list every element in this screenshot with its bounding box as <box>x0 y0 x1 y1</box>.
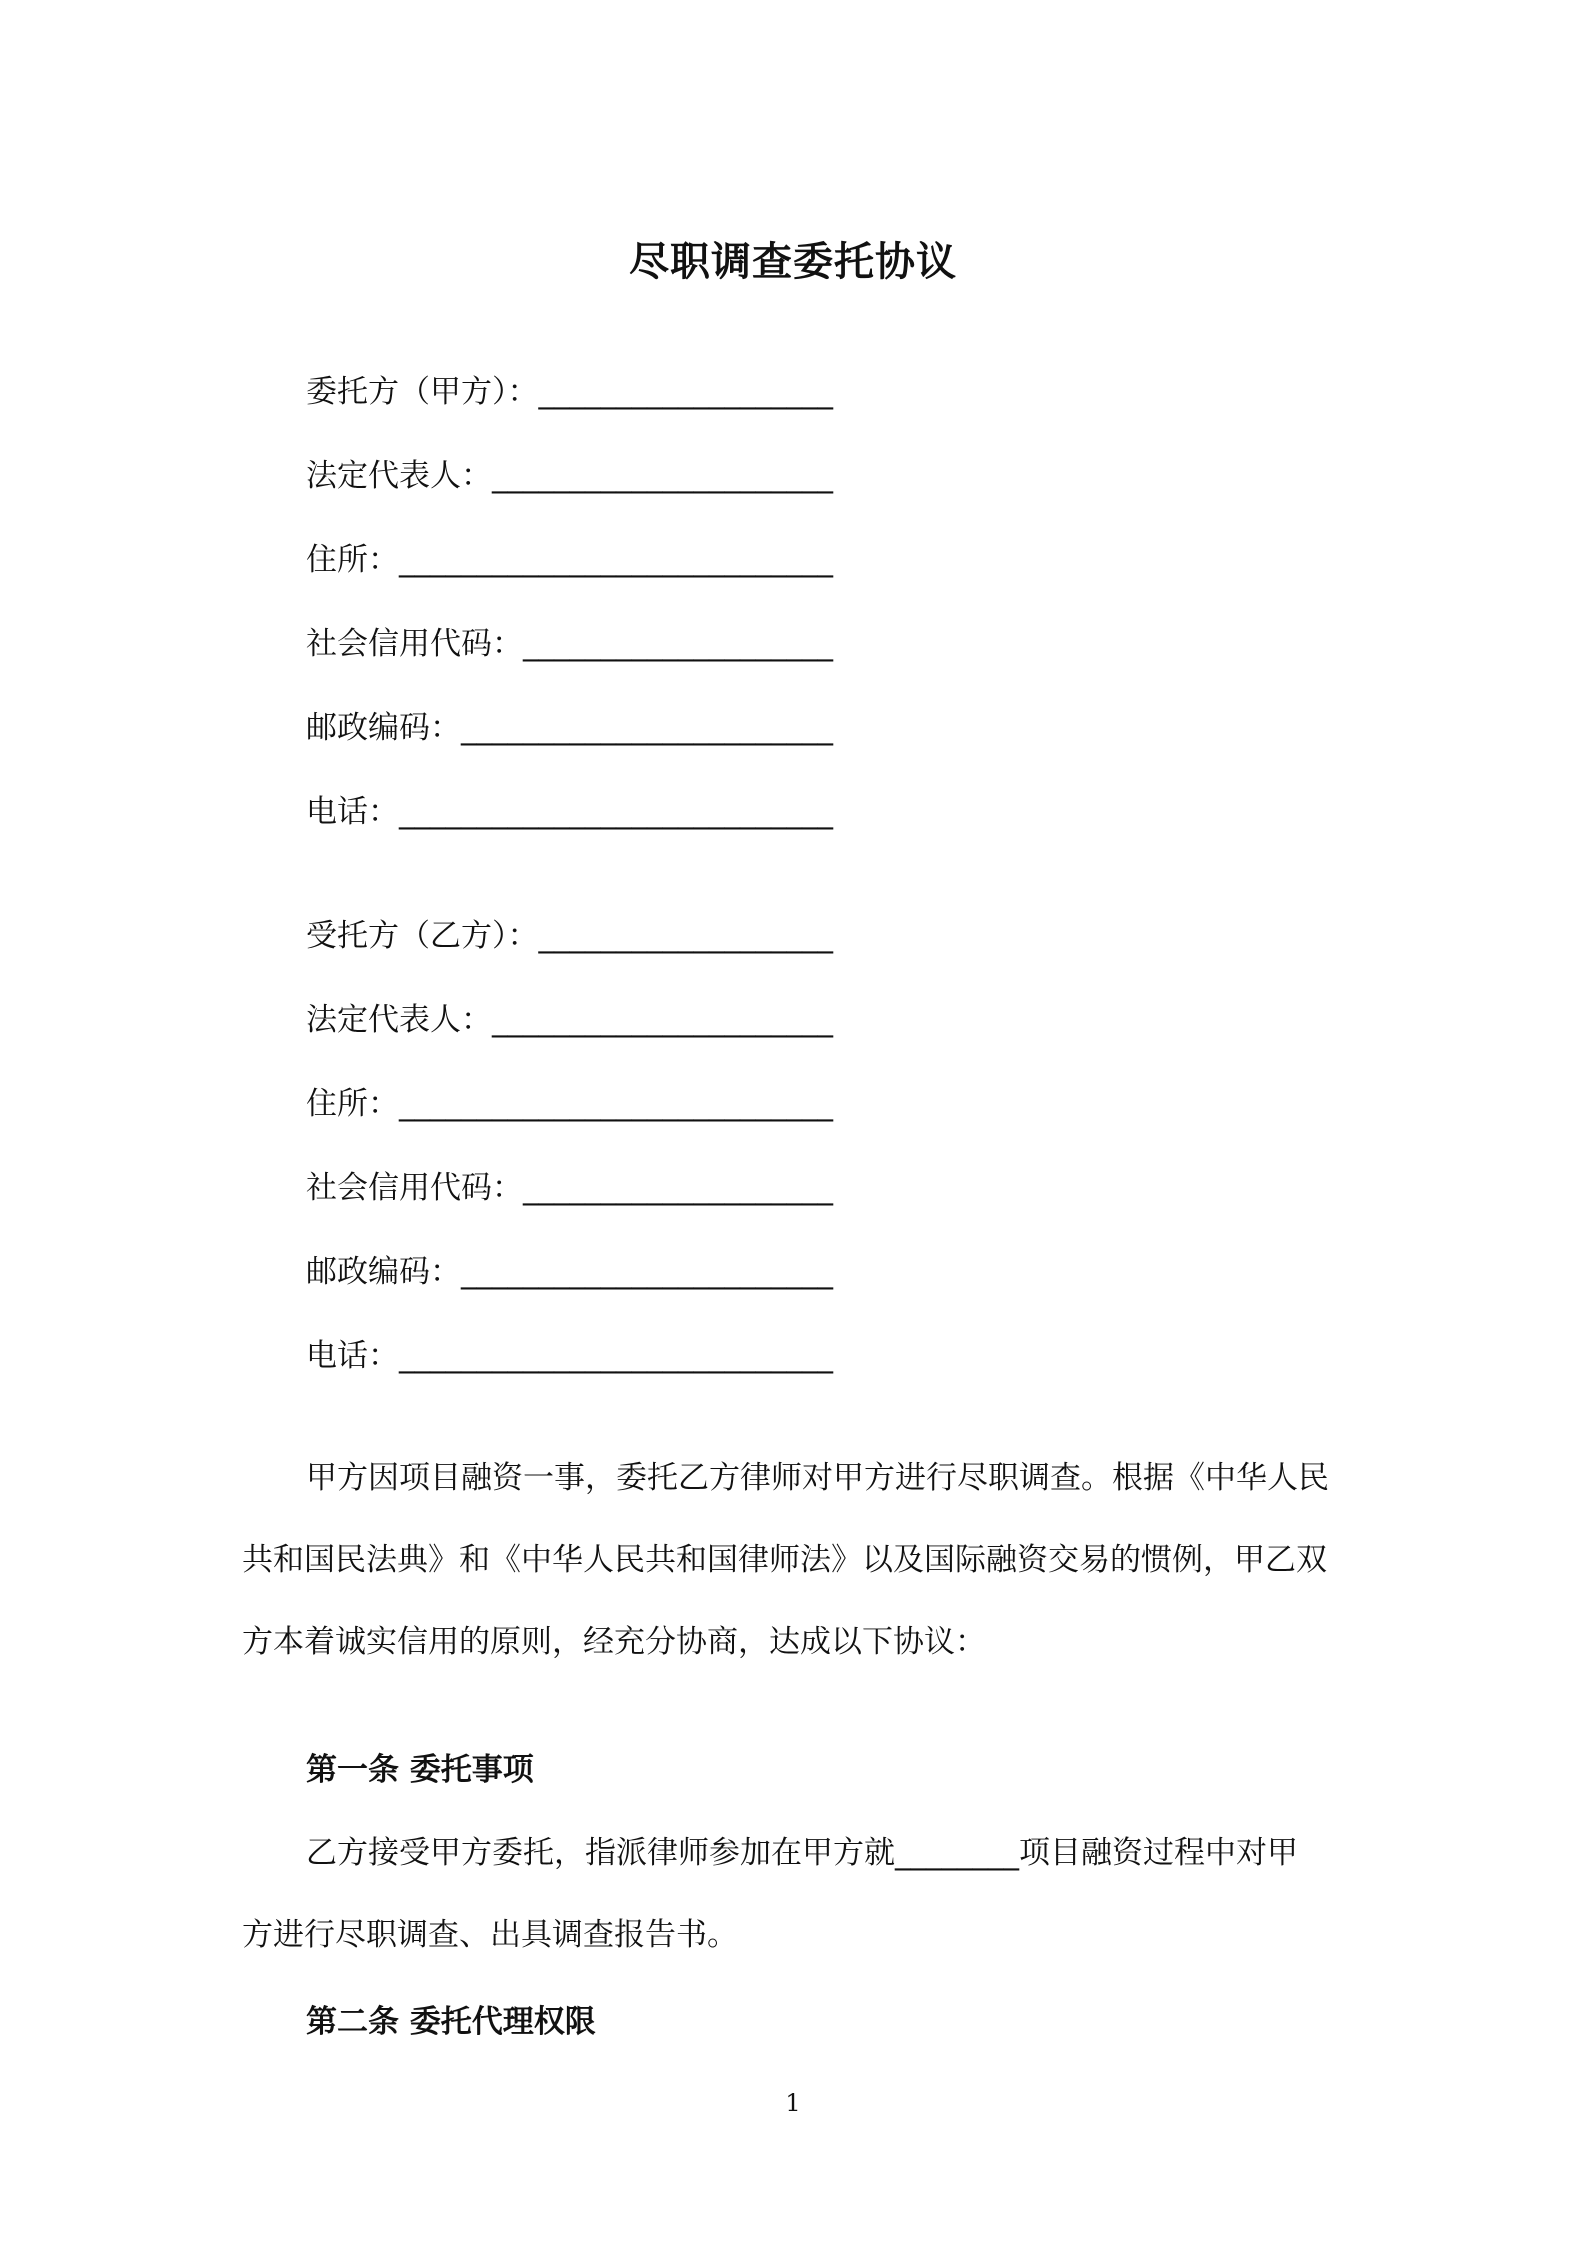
party-a-phone-field: 电话：____________________________ <box>306 794 833 830</box>
party-a-name-field: 委托方（甲方）：___________________ <box>306 374 833 410</box>
preamble-paragraph <box>242 1437 1362 1683</box>
party-a-credit-code-field: 社会信用代码：____________________ <box>306 626 833 662</box>
preamble-line: 方本着诚实信用的原则，经充分协商，达成以下协议： <box>242 1624 986 1660</box>
party-b-address-field: 住所：____________________________ <box>306 1086 833 1122</box>
party-a-legal-rep-field: 法定代表人：______________________ <box>306 458 833 494</box>
party-a-address-field: 住所：____________________________ <box>306 542 833 578</box>
preamble-line: 共和国民法典》和《中华人民共和国律师法》以及国际融资交易的惯例，甲乙双 <box>242 1542 1327 1578</box>
article-1-paragraph <box>242 1812 1362 1976</box>
party-b-phone-field: 电话：____________________________ <box>306 1338 833 1374</box>
article-2-heading: 第二条 委托代理权限 <box>306 2004 596 2040</box>
party-b-name-field: 受托方（乙方）：___________________ <box>306 918 833 954</box>
preamble-line: 甲方因项目融资一事，委托乙方律师对甲方进行尽职调查。根据《中华人民 <box>306 1460 1329 1496</box>
party-b-postal-code-field: 邮政编码：________________________ <box>306 1254 833 1290</box>
party-a-postal-code-field: 邮政编码：________________________ <box>306 710 833 746</box>
page-number: 1 <box>785 2089 801 2117</box>
party-b-legal-rep-field: 法定代表人：______________________ <box>306 1002 833 1038</box>
document-title: 尽职调查委托协议 <box>629 239 957 285</box>
party-b-credit-code-field: 社会信用代码：____________________ <box>306 1170 833 1206</box>
article-1-line: 方进行尽职调查、出具调查报告书。 <box>242 1917 738 1953</box>
article-1-line: 乙方接受甲方委托，指派律师参加在甲方就________项目融资过程中对甲 <box>306 1835 1298 1871</box>
article-1-heading: 第一条 委托事项 <box>306 1752 534 1788</box>
